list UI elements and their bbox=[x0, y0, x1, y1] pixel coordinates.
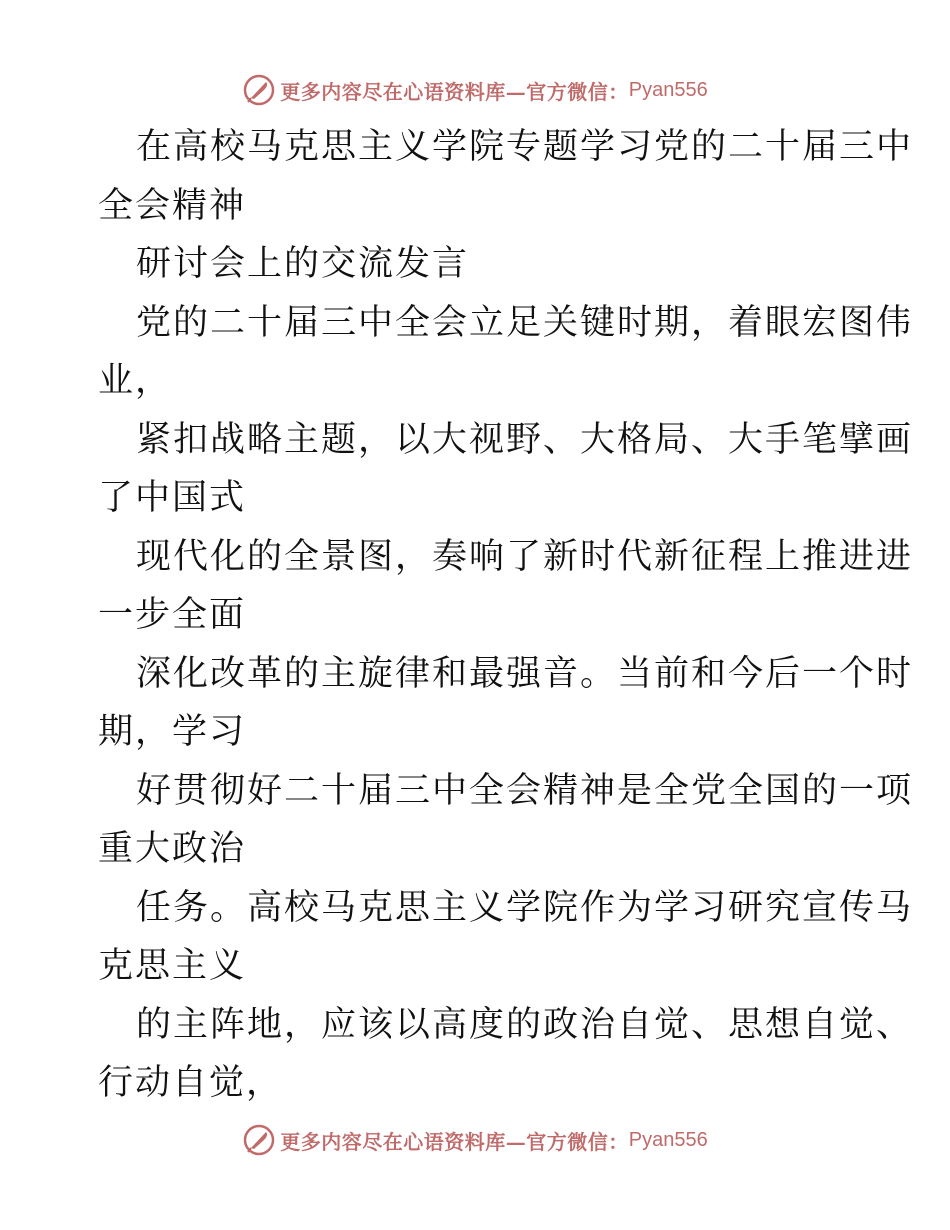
text-line: 紧扣战略主题，以大视野、大格局、大手笔擘画 bbox=[136, 419, 914, 460]
text-line: 业， bbox=[98, 361, 173, 401]
text-line: 在高校马克思主义学院专题学习党的二十届三中 bbox=[136, 127, 914, 167]
text-line: 党的二十届三中全会立足关键时期，着眼宏图伟 bbox=[136, 302, 914, 343]
text-line: 的主阵地，应该以高度的政治自觉、思想自觉、 bbox=[136, 1004, 914, 1045]
text-line: 了中国式 bbox=[98, 478, 247, 518]
feather-pen-logo-icon bbox=[242, 1123, 276, 1157]
footer-banner bbox=[0, 1120, 950, 1160]
text-line: 期，学习 bbox=[98, 712, 247, 752]
text-line: 重大政治 bbox=[98, 829, 247, 869]
header-wechat-id: Pyan556 bbox=[628, 78, 708, 101]
text-line: 一步全面 bbox=[98, 595, 247, 635]
feather-pen-logo-icon bbox=[242, 73, 276, 107]
footer-banner-text: 更多内容尽在心语资料库—官方微信： bbox=[280, 1129, 629, 1154]
text-line: 任务。高校马克思主义学院作为学习研究宣传马 bbox=[136, 887, 914, 928]
header-banner bbox=[0, 70, 950, 110]
text-line: 研讨会上的交流发言 bbox=[136, 244, 470, 284]
text-line: 克思主义 bbox=[98, 946, 247, 986]
footer-wechat-id: Pyan556 bbox=[628, 1128, 708, 1151]
document-body bbox=[98, 118, 914, 1113]
text-line: 深化改革的主旋律和最强音。当前和今后一个时 bbox=[136, 653, 914, 694]
text-line: 现代化的全景图，奏响了新时代新征程上推进进 bbox=[136, 536, 914, 577]
text-line: 行动自觉， bbox=[98, 1063, 284, 1103]
text-line: 全会精神 bbox=[98, 185, 247, 226]
text-line: 好贯彻好二十届三中全会精神是全党全国的一项 bbox=[136, 770, 914, 811]
header-banner-text: 更多内容尽在心语资料库—官方微信： bbox=[280, 79, 629, 104]
